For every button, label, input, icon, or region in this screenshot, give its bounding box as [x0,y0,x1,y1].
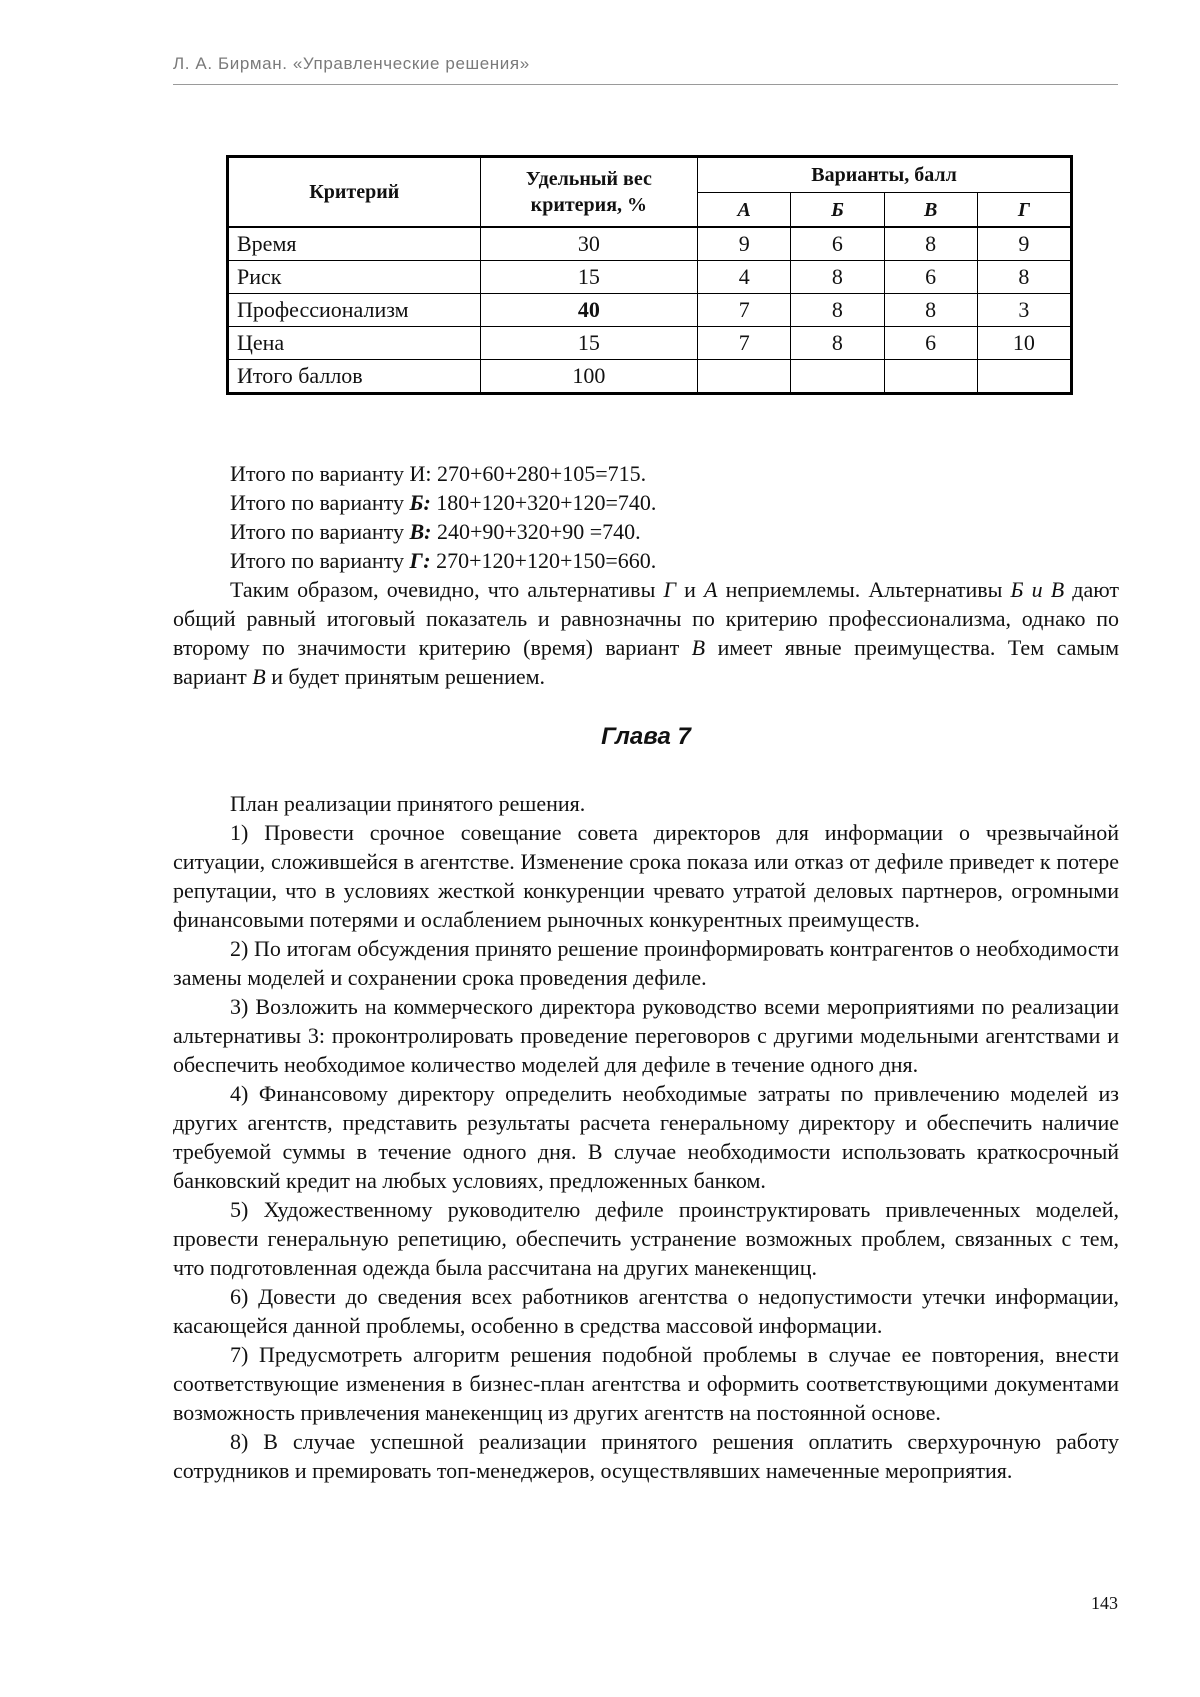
summary-formula: 270+60+280+105=715. [431,461,647,486]
summary-line [173,517,1119,546]
chapter-title: Глава 7 [601,723,691,750]
row-value [977,360,1071,394]
summary-line [173,488,1119,517]
row-criterion: Цена [228,327,481,360]
table-row [228,227,1072,261]
plan-intro: План реализации принятого решения. [230,791,586,816]
conclusion-variant: А [704,577,718,602]
row-criterion: Профессионализм [228,294,481,327]
plan-item: 4) Финансовому директору определить необходимые затраты по привлечению моделей из других агентств, представить результаты расчета генеральному директору и обеспечить наличие требуемой суммы в течение одного дня. В случае необходимости использовать краткосрочный банковский кредит на любых условиях, предложенных банком. [173,1081,1119,1193]
row-criterion: Время [228,227,481,261]
summary-formula: 270+120+120+150=660. [430,548,657,573]
summary-formula: 240+90+320+90 =740. [431,519,641,544]
row-value: 9 [698,227,791,261]
conclusion-variant: Г [663,577,676,602]
header-variant-v: В [884,193,977,228]
row-weight: 30 [480,227,698,261]
row-value: 8 [977,261,1071,294]
row-value: 7 [698,327,791,360]
summary-formula: 180+120+320+120=740. [430,490,657,515]
row-weight: 15 [480,327,698,360]
row-value: 3 [977,294,1071,327]
conclusion-variant: В [691,635,706,660]
header-variant-b: Б [791,193,884,228]
summary-variant: В: [409,519,432,544]
conclusion-text: дают общий равный итоговый показатель и равнозначны по критерию профессионализма, однако по второму по значимости критерию (время) вариант [173,577,1120,660]
criteria-table [226,155,1073,395]
summary-variant: И: [409,461,432,486]
row-value [791,360,884,394]
plan-item: 1) Провести срочное совещание совета директоров для информации о чрезвычайной ситуации, сложившейся в агентстве. Изменение срока показа или отказ от дефиле приведет к потере репутации, что в условиях жесткой конкуренции чревато утратой деловых партнеров, огромными финансовыми потерями и ослаблением рыночных конкурентных преимуществ. [173,820,1119,932]
summary-line [173,459,1119,488]
summary-variant: Б: [409,490,431,515]
conclusion-text: имеет явные преимущества. Тем самым вариант [173,635,1120,689]
row-value: 6 [791,227,884,261]
row-value: 8 [884,294,977,327]
conclusion-paragraph [173,575,1119,691]
row-value: 10 [977,327,1071,360]
row-weight: 15 [480,261,698,294]
summary-line [173,546,1119,575]
row-value [884,360,977,394]
summary-prefix: Итого по варианту [230,548,410,573]
summary-prefix: Итого по варианту [230,490,410,515]
plan-section [173,789,1119,1485]
header-criterion: Критерий [228,157,481,228]
row-value: 9 [977,227,1071,261]
header-variant-a: А [698,193,791,228]
row-value: 6 [884,327,977,360]
table-row-total [228,360,1072,394]
row-criterion: Риск [228,261,481,294]
plan-item: 3) Возложить на коммерческого директора руководство всеми мероприятиями по реализации альтернативы 3: проконтролировать проведение переговоров с другими модельными агентствами и обеспечить необходимое количество моделей для дефиле в течение одного дня. [173,994,1119,1077]
plan-item: 8) В случае успешной реализации принятого решения оплатить сверхурочную работу сотрудников и премировать топ-менеджеров, осуществлявших намеченные мероприятия. [173,1429,1119,1483]
summary-section [173,459,1119,691]
table-row [228,327,1072,360]
page-number: 143 [1091,1593,1118,1613]
summary-prefix: Итого по варианту [230,461,410,486]
row-value: 6 [884,261,977,294]
plan-item: 2) По итогам обсуждения принято решение проинформировать контрагентов о необходимости замены моделей и сохранении срока проведения дефиле. [173,936,1119,990]
row-weight: 40 [480,294,698,327]
row-value: 8 [791,327,884,360]
table-row [228,261,1072,294]
conclusion-text: и будет принятым решением. [265,664,546,689]
header-variants: Варианты, балл [698,157,1072,193]
header-rule [173,84,1118,85]
conclusion-text: Таким образом, очевидно, что альтернативы [230,577,664,602]
plan-item: 6) Довести до сведения всех работников агентства о недопустимости утечки информации, касающейся данной проблемы, особенно в средства массовой информации. [173,1284,1119,1338]
row-value [698,360,791,394]
row-value: 8 [791,261,884,294]
header-variant-g: Г [977,193,1071,228]
row-value: 7 [698,294,791,327]
conclusion-text: и [676,577,705,602]
conclusion-text: неприемлемы. Альтернативы [717,577,1011,602]
running-header: Л. А. Бирман. «Управленческие решения» [173,54,530,73]
header-weight: Удельный вес критерия, % [480,157,698,228]
row-weight: 100 [480,360,698,394]
summary-variant: Г: [409,548,431,573]
conclusion-variant: В [252,664,266,689]
plan-item: 5) Художественному руководителю дефиле проинструктировать привлеченных моделей, провести генеральную репетицию, обеспечить устранение возможных проблем, связанных с тем, что подготовленная одежда была рассчитана на других манекенщиц. [173,1197,1119,1280]
row-criterion: Итого баллов [228,360,481,394]
summary-prefix: Итого по варианту [230,519,410,544]
table-row [228,294,1072,327]
row-value: 4 [698,261,791,294]
conclusion-variant: Б и В [1010,577,1065,602]
row-value: 8 [791,294,884,327]
plan-item: 7) Предусмотреть алгоритм решения подобной проблемы в случае ее повторения, внести соответствующие изменения в бизнес-план агентства и оформить соответствующими документами возможность привлечения манекенщиц из других агентств на постоянной основе. [173,1342,1119,1425]
row-value: 8 [884,227,977,261]
